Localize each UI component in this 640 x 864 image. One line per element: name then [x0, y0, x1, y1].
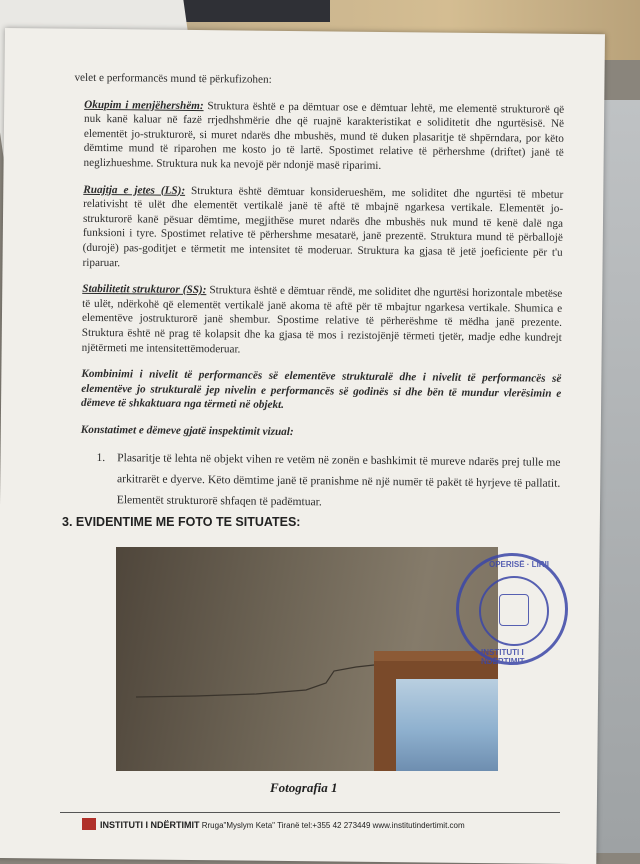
- section-title: 3. EVIDENTIME ME FOTO TE SITUATES:: [62, 515, 301, 529]
- level-title: Stabilitetit strukturor (SS):: [82, 282, 207, 297]
- level-title: Ruajtja e jetes (LS):: [83, 183, 186, 197]
- summary-paragraph: Kombinimi i nivelit të performancës së elementëve strukturalë dhe i nivelit të performancës së elementëve jo strukturalë jep nivelin e performancës së godinës si dhe bën të mundur vlerësimin e dëmeve të shkaktuara nga tërmeti në objekt.: [81, 367, 562, 412]
- stamp-top-text: OPERISË · LIRII: [489, 560, 550, 569]
- observation-item: [96, 447, 561, 515]
- level-text: Struktura është e dëmtuar rëndë, me soliditet dhe ngurtësi horizontale mbetëse të ulët, ndërkohë që elementët vertikalë janë akoma të aftë për të mbajtur ngarkesa vertikale. Shumica e elementëve jostrukturorë janë shembur. Spostime relative të përherëshme të mëdha janë prezente. Struktura është në prag të kolapsit dhe ka gjasa të mos i rezistojënjë tërmeti tjetër, madje edhe kundrejt njëtërmeti me intensitettëmoderuar.: [81, 284, 563, 355]
- official-stamp: [456, 553, 568, 665]
- level-text: Struktura është dëmtuar konsiderueshëm, me soliditet dhe ngurtësi të mbetur relativisht të ulët dhe elementët vertikalë janë të aftë të mbajnë ngarkesa vertikale. Elementët jo-strukturorë kanë pësuar dëmtime, megjithëse muret ndarës dhe mbushës nuk mund të kenë dalë nga funksioni i tyre. Spostimet relative të përhershme mesatarë, janë prezentë. Struktura mund të përballojë (durojë) pas-goditjet e tërmetit me intensitet të moderuar. Struktura ka gjasa të jetë joeficiente për t'u riparuar.: [82, 184, 564, 269]
- footer: [100, 820, 465, 830]
- intro-text: velet e performancës mund të përkufizohen:: [74, 71, 272, 86]
- footer-divider: [60, 812, 560, 813]
- stamp-bottom-text: INSTITUTI I NDËRTIMIT: [481, 648, 525, 666]
- footer-details: Rruga"Myslym Keta" Tiranë tel:+355 42 273449 www.institutindertimit.com: [201, 821, 465, 830]
- photo: [116, 547, 498, 771]
- emblem-icon: [499, 594, 529, 626]
- level-paragraph: [82, 182, 563, 275]
- level-paragraph: [82, 282, 563, 360]
- document-content: [74, 71, 565, 515]
- footer-org: INSTITUTI I NDËRTIMIT: [100, 820, 200, 830]
- observation-text: Plasaritje të lehta në objekt vihen re vetëm në zonën e bashkimit të mureve ndarës prej tulle me arkitrarët e dyerve. Këto dëmtime janë të pranishme në një numër të pakët të hyrjeve të pallatit. Elementët strukturorë shfaqen të padëmtuar.: [116, 451, 561, 509]
- level-text: Struktura është e pa dëmtuar ose e dëmtuar lehtë, me elementë strukturorë që nuk kanë kaluar në fazë rrjedhshmërie dhe që ruajnë karakteristikat e soliditetit dhe ngurtësisë. Në elementët jo-strukturorë, si muret ndarës dhe mbushës, mund të duken plasaritje të shpërndara, por këto dëmtime mund të riparohen me kosto jo të lartë. Spostimet relative të përhershme (driftet) janë të neglizhueshme. Struktura nuk ka nevojë për ndonjë masë riparimi.: [83, 99, 565, 172]
- observations-heading: Konstatimet e dëmeve gjatë inspektimit vizual:: [80, 423, 294, 438]
- photo-caption: Fotografia 1: [270, 780, 338, 795]
- logo-icon: [82, 818, 96, 830]
- observation-number: 1.: [96, 451, 106, 465]
- level-title: Okupim i menjëhershëm:: [84, 98, 204, 112]
- window-glass: [396, 679, 498, 771]
- level-paragraph: [84, 97, 565, 175]
